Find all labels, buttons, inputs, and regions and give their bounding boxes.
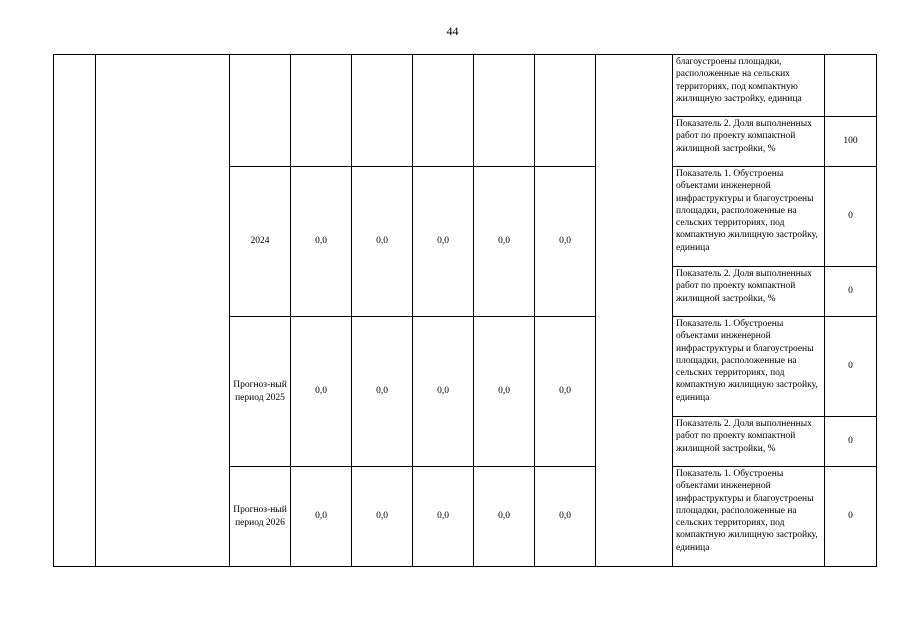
indicator-text: благоустроены площадки, расположенные на сельских территориях, под компактную жилищную застройку, единица bbox=[673, 55, 825, 117]
event-name-cell bbox=[96, 55, 230, 567]
indicator-value: 0 bbox=[825, 167, 877, 267]
finance-cell: 0,0 bbox=[535, 317, 596, 467]
indicator-value bbox=[825, 55, 877, 117]
finance-cell: 0,0 bbox=[291, 167, 352, 317]
indicator-value: 0 bbox=[825, 317, 877, 417]
finance-cell bbox=[474, 55, 535, 167]
page-number: 44 bbox=[446, 24, 459, 38]
executor-cell bbox=[596, 55, 673, 567]
finance-cell bbox=[535, 55, 596, 167]
finance-cell: 0,0 bbox=[535, 167, 596, 317]
number-cell bbox=[54, 55, 96, 567]
finance-cell: 0,0 bbox=[352, 167, 413, 317]
finance-cell: 0,0 bbox=[474, 167, 535, 317]
finance-cell bbox=[352, 55, 413, 167]
finance-cell: 0,0 bbox=[291, 317, 352, 467]
period-cell: 2024 bbox=[230, 167, 291, 317]
finance-cell bbox=[291, 55, 352, 167]
indicator-text: Показатель 2. Доля выполненных работ по проекту компактной жилищной застройки, % bbox=[673, 417, 825, 467]
finance-cell bbox=[413, 55, 474, 167]
finance-cell: 0,0 bbox=[474, 317, 535, 467]
finance-cell: 0,0 bbox=[352, 467, 413, 567]
program-table bbox=[53, 54, 877, 567]
finance-cell: 0,0 bbox=[474, 467, 535, 567]
finance-cell: 0,0 bbox=[352, 317, 413, 467]
finance-cell: 0,0 bbox=[413, 467, 474, 567]
finance-cell: 0,0 bbox=[413, 167, 474, 317]
indicator-value: 0 bbox=[825, 267, 877, 317]
finance-cell: 0,0 bbox=[291, 467, 352, 567]
finance-cell: 0,0 bbox=[535, 467, 596, 567]
indicator-value: 100 bbox=[825, 117, 877, 167]
period-cell bbox=[230, 55, 291, 167]
indicator-text: Показатель 1. Обустроены объектами инженерной инфраструктуры и благоустроены площадки, расположенные на сельских территориях, под компактную жилищную застройку, единица bbox=[673, 167, 825, 267]
period-cell: Прогноз-ный период 2026 bbox=[230, 467, 291, 567]
indicator-text: Показатель 1. Обустроены объектами инженерной инфраструктуры и благоустроены площадки, расположенные на сельских территориях, под компактную жилищную застройку, единица bbox=[673, 467, 825, 567]
period-cell: Прогноз-ный период 2025 bbox=[230, 317, 291, 467]
table-row bbox=[54, 55, 877, 117]
indicator-value: 0 bbox=[825, 417, 877, 467]
indicator-text: Показатель 2. Доля выполненных работ по проекту компактной жилищной застройки, % bbox=[673, 267, 825, 317]
indicator-value: 0 bbox=[825, 467, 877, 567]
indicator-text: Показатель 1. Обустроены объектами инженерной инфраструктуры и благоустроены площадки, расположенные на сельских территориях, под компактную жилищную застройку, единица bbox=[673, 317, 825, 417]
indicator-text: Показатель 2. Доля выполненных работ по проекту компактной жилищной застройки, % bbox=[673, 117, 825, 167]
finance-cell: 0,0 bbox=[413, 317, 474, 467]
